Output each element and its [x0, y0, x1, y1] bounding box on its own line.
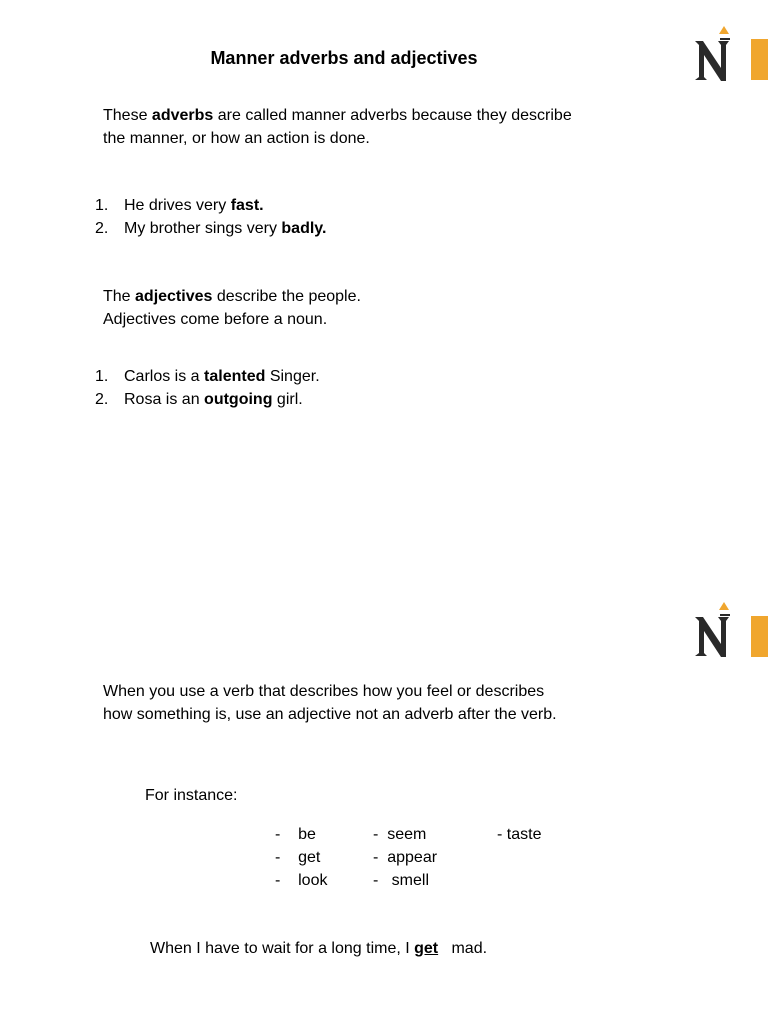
- accent-bar: [751, 616, 768, 657]
- n-logo-icon: [690, 600, 738, 660]
- list-item: 1. He drives very fast.: [95, 197, 264, 214]
- list-item: 2. My brother sings very badly.: [95, 220, 327, 237]
- list-item: - get: [275, 849, 321, 866]
- keyword-adjectives: adjectives: [135, 288, 213, 305]
- intro-paragraph: These adverbs are called manner adverbs because they describe the manner, or how an action is done.: [103, 107, 572, 147]
- list-item: - look: [275, 872, 328, 889]
- example-sentence: When I have to wait for a long time, I get mad.: [150, 940, 488, 957]
- keyword-adverbs: adverbs: [151, 107, 214, 124]
- verb-column-2: [373, 823, 437, 892]
- list-item: 2. Rosa is an outgoing girl.: [95, 391, 303, 408]
- verb-column-3: [497, 823, 541, 846]
- adjective-examples-list: [95, 365, 320, 411]
- list-item: - be: [275, 826, 316, 843]
- accent-bar: [751, 39, 768, 80]
- list-item: - appear: [373, 849, 438, 866]
- list-item: - seem: [373, 826, 427, 843]
- list-item: 1. Carlos is a talented Singer.: [95, 368, 320, 385]
- page-title: Manner adverbs and adjectives: [210, 48, 478, 68]
- for-instance-label: For instance:: [145, 787, 238, 804]
- adverb-examples-list: [95, 194, 326, 240]
- list-item: - smell: [373, 872, 429, 889]
- verb-rule-paragraph: When you use a verb that describes how you feel or describes how something is, use an adjective not an adverb after the verb.: [103, 683, 557, 723]
- list-item: - taste: [497, 826, 542, 843]
- verb-column-1: [275, 823, 327, 892]
- adjective-paragraph: The adjectives describe the people. Adjectives come before a noun.: [103, 288, 361, 328]
- underlined-verb: get: [414, 940, 439, 957]
- n-logo-icon: [690, 24, 738, 84]
